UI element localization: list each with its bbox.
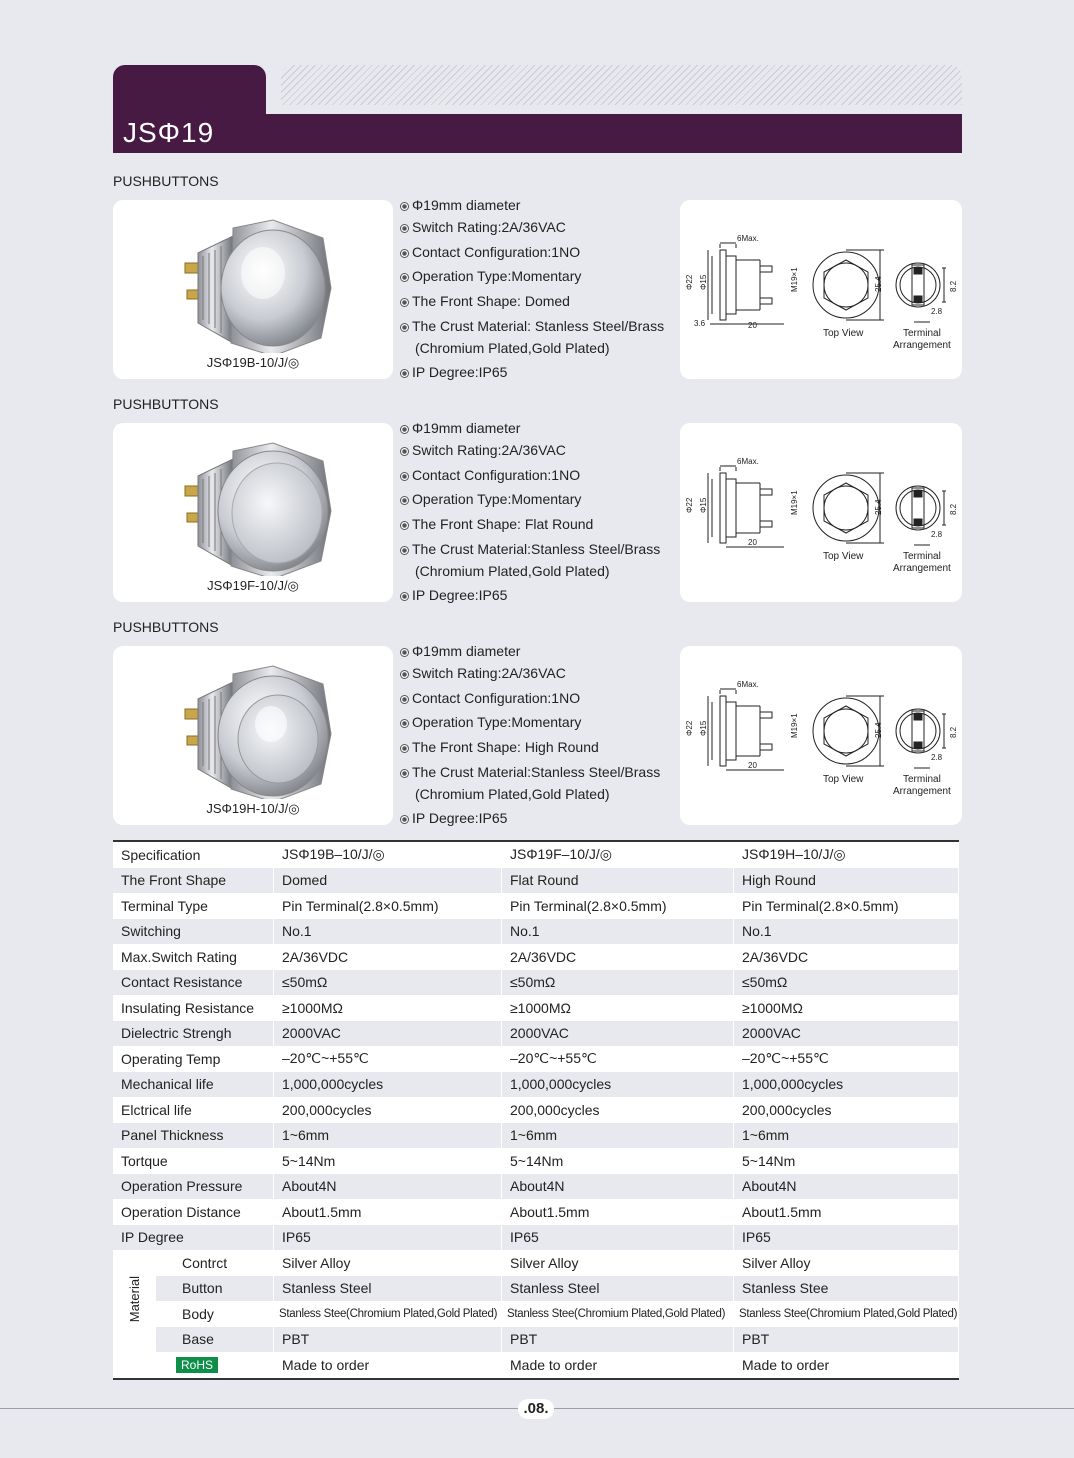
table-row — [113, 1352, 959, 1379]
table-row — [113, 1250, 959, 1276]
dimension-drawing-card — [680, 423, 962, 602]
feature-item: Operation Type:Momentary — [400, 268, 581, 284]
table-cell: About4N — [502, 1174, 734, 1200]
table-cell: ≤50mΩ — [502, 970, 734, 996]
material-label: Material — [126, 1276, 142, 1323]
table-row — [113, 919, 959, 945]
bullet-icon — [400, 249, 409, 258]
rohs-cell — [156, 1352, 274, 1379]
table-cell: Stanless Stee — [734, 1276, 959, 1302]
page-number: .08. — [518, 1399, 554, 1419]
feature-item: IP Degree:IP65 — [400, 364, 507, 380]
drawing-thread: M19×1 — [790, 267, 799, 292]
drawing-phi15: Φ15 — [699, 497, 708, 513]
table-cell: 2000VAC — [502, 1021, 734, 1047]
material-note: (Chromium Plated,Gold Plated) — [415, 340, 610, 356]
drawing-phi22: Φ22 — [685, 274, 694, 290]
table-cell: Mechanical life — [113, 1072, 274, 1098]
bullet-icon — [400, 369, 409, 378]
bullet-icon — [400, 224, 409, 233]
drawing-dim-254: 25.4 — [874, 276, 883, 292]
table-row — [113, 995, 959, 1021]
table-cell: Silver Alloy — [734, 1250, 959, 1276]
drawing-dim-20: 20 — [748, 538, 757, 547]
table-cell: 2000VAC — [734, 1021, 959, 1047]
top-view-label: Top View — [823, 328, 864, 339]
table-cell: Tortque — [113, 1148, 274, 1174]
table-cell: 2A/36VDC — [274, 944, 502, 970]
table-cell: 200,000cycles — [734, 1097, 959, 1123]
table-row — [113, 1327, 959, 1353]
bullet-icon — [400, 670, 409, 679]
material-group-cell — [113, 1250, 156, 1352]
drawing-phi22: Φ22 — [685, 720, 694, 736]
top-view-label: Top View — [823, 551, 864, 562]
feature-item: Contact Configuration:1NO — [400, 244, 580, 260]
table-cell: About4N — [734, 1174, 959, 1200]
feature-item: Φ19mm diameter — [400, 420, 520, 436]
terminal-label: Terminal — [903, 774, 941, 785]
table-row — [113, 970, 959, 996]
table-cell: Stanless Stee(Chromium Plated,Gold Plated) — [734, 1301, 959, 1327]
arrangement-label: Arrangement — [893, 786, 951, 797]
table-cell: 1~6mm — [734, 1123, 959, 1149]
bullet-icon — [400, 472, 409, 481]
material-note: (Chromium Plated,Gold Plated) — [415, 786, 610, 802]
feature-item: Φ19mm diameter — [400, 643, 520, 659]
table-cell: The Front Shape — [113, 868, 274, 894]
table-cell: Dielectric Strengh — [113, 1021, 274, 1047]
product-photo-card — [113, 646, 393, 825]
table-cell: High Round — [734, 868, 959, 894]
bullet-icon — [400, 447, 409, 456]
table-cell: 200,000cycles — [502, 1097, 734, 1123]
table-cell: 200,000cycles — [274, 1097, 502, 1123]
section-label: PUSHBUTTONS — [113, 619, 219, 635]
table-cell: 1~6mm — [502, 1123, 734, 1149]
table-cell: Contrct — [156, 1250, 274, 1276]
bullet-icon — [400, 719, 409, 728]
bullet-icon — [400, 648, 409, 657]
bullet-icon — [400, 592, 409, 601]
bullet-icon — [400, 273, 409, 282]
table-cell: JSΦ19B–10/J/◎ — [274, 841, 502, 868]
table-cell: No.1 — [502, 919, 734, 945]
table-cell: –20℃~+55℃ — [502, 1046, 734, 1072]
table-cell: Stanless Steel — [502, 1276, 734, 1302]
table-cell: 2A/36VDC — [734, 944, 959, 970]
drawing-phi15: Φ15 — [699, 720, 708, 736]
table-cell: Operation Pressure — [113, 1174, 274, 1200]
feature-item: IP Degree:IP65 — [400, 587, 507, 603]
drawing-thread: M19×1 — [790, 490, 799, 515]
table-cell: PBT — [734, 1327, 959, 1353]
bullet-icon — [400, 323, 409, 332]
feature-item: The Front Shape: Flat Round — [400, 516, 593, 532]
terminal-label: Terminal — [903, 328, 941, 339]
bullet-icon — [400, 695, 409, 704]
drawing-dim-82: 8.2 — [949, 726, 958, 738]
table-row — [113, 868, 959, 894]
section-label: PUSHBUTTONS — [113, 396, 219, 412]
drawing-phi15: Φ15 — [699, 274, 708, 290]
product-photo-card — [113, 423, 393, 602]
table-cell: Terminal Type — [113, 893, 274, 919]
table-cell: Base — [156, 1327, 274, 1353]
table-cell: 1~6mm — [274, 1123, 502, 1149]
table-cell: Silver Alloy — [274, 1250, 502, 1276]
drawing-dim-28: 2.8 — [931, 753, 943, 762]
drawing-dim-82: 8.2 — [949, 503, 958, 515]
table-cell: Made to order — [734, 1352, 959, 1379]
drawing-dim-28: 2.8 — [931, 530, 943, 539]
table-cell: 5~14Nm — [274, 1148, 502, 1174]
dimension-drawing-card — [680, 646, 962, 825]
table-header-row — [113, 841, 959, 868]
dimension-drawing-icon — [680, 423, 962, 602]
dimension-drawing-icon — [680, 200, 962, 379]
drawing-thread: M19×1 — [790, 713, 799, 738]
table-row — [113, 1072, 959, 1098]
table-cell: JSΦ19H–10/J/◎ — [734, 841, 959, 868]
drawing-max-label: 6Max. — [737, 457, 759, 466]
feature-item: Φ19mm diameter — [400, 197, 520, 213]
table-cell: No.1 — [734, 919, 959, 945]
table-cell: ≤50mΩ — [274, 970, 502, 996]
bullet-icon — [400, 521, 409, 530]
table-cell: –20℃~+55℃ — [734, 1046, 959, 1072]
top-view-label: Top View — [823, 774, 864, 785]
table-cell: Body — [156, 1301, 274, 1327]
bullet-icon — [400, 815, 409, 824]
drawing-dim-254: 25.4 — [874, 499, 883, 515]
feature-item: The Front Shape: High Round — [400, 739, 599, 755]
table-row — [113, 1097, 959, 1123]
table-cell: Stanless Stee(Chromium Plated,Gold Plated) — [502, 1301, 734, 1327]
model-caption: JSΦ19H-10/J/◎ — [206, 801, 300, 816]
terminal-label: Terminal — [903, 551, 941, 562]
table-cell: 1,000,000cycles — [502, 1072, 734, 1098]
pushbutton-photo-icon — [173, 208, 333, 353]
table-cell: About1.5mm — [502, 1199, 734, 1225]
feature-item: Switch Rating:2A/36VAC — [400, 219, 566, 235]
drawing-dim-254: 25.4 — [874, 722, 883, 738]
drawing-dim-28: 2.8 — [931, 307, 943, 316]
arrangement-label: Arrangement — [893, 340, 951, 351]
table-row — [113, 1301, 959, 1327]
bullet-icon — [400, 298, 409, 307]
model-caption: JSΦ19F-10/J/◎ — [207, 578, 299, 593]
table-row — [113, 1046, 959, 1072]
drawing-dim-20: 20 — [748, 321, 757, 330]
feature-item: Operation Type:Momentary — [400, 714, 581, 730]
table-cell: IP65 — [502, 1225, 734, 1251]
table-cell: ≥1000MΩ — [502, 995, 734, 1021]
bullet-icon — [400, 496, 409, 505]
drawing-phi22: Φ22 — [685, 497, 694, 513]
table-cell: Insulating Resistance — [113, 995, 274, 1021]
table-cell: Operation Distance — [113, 1199, 274, 1225]
table-cell: Max.Switch Rating — [113, 944, 274, 970]
table-cell: Pin Terminal(2.8×0.5mm) — [502, 893, 734, 919]
table-cell: ≤50mΩ — [734, 970, 959, 996]
table-row — [113, 1199, 959, 1225]
drawing-dim-20: 20 — [748, 761, 757, 770]
table-row — [113, 944, 959, 970]
feature-item: Contact Configuration:1NO — [400, 467, 580, 483]
table-cell: Operating Temp — [113, 1046, 274, 1072]
table-cell: About1.5mm — [734, 1199, 959, 1225]
spec-table — [113, 840, 959, 1380]
page-title: JSΦ19 — [123, 117, 215, 148]
drawing-dim-36: 3.6 — [694, 319, 706, 328]
table-row — [113, 1276, 959, 1302]
table-cell: 5~14Nm — [502, 1148, 734, 1174]
table-row — [113, 1225, 959, 1251]
bullet-icon — [400, 744, 409, 753]
table-cell: 1,000,000cycles — [274, 1072, 502, 1098]
table-cell: Elctrical life — [113, 1097, 274, 1123]
table-cell: 1,000,000cycles — [734, 1072, 959, 1098]
feature-item: The Crust Material:Stanless Steel/Brass — [400, 764, 660, 780]
arrangement-label: Arrangement — [893, 563, 951, 574]
feature-item: The Front Shape: Domed — [400, 293, 570, 309]
material-note: (Chromium Plated,Gold Plated) — [415, 563, 610, 579]
feature-item: Contact Configuration:1NO — [400, 690, 580, 706]
product-photo-card — [113, 200, 393, 379]
header-stripes — [281, 65, 962, 105]
table-cell: No.1 — [274, 919, 502, 945]
pushbutton-photo-icon — [173, 431, 333, 576]
table-cell: –20℃~+55℃ — [274, 1046, 502, 1072]
drawing-max-label: 6Max. — [737, 680, 759, 689]
section-label: PUSHBUTTONS — [113, 173, 219, 189]
feature-item: Switch Rating:2A/36VAC — [400, 665, 566, 681]
table-cell: IP Degree — [113, 1225, 274, 1251]
bullet-icon — [400, 202, 409, 211]
table-cell: 5~14Nm — [734, 1148, 959, 1174]
table-cell: Stanless Stee(Chromium Plated,Gold Plated) — [274, 1301, 502, 1327]
bullet-icon — [400, 425, 409, 434]
table-cell: Silver Alloy — [502, 1250, 734, 1276]
table-cell: Domed — [274, 868, 502, 894]
table-cell: JSΦ19F–10/J/◎ — [502, 841, 734, 868]
feature-item: The Crust Material:Stanless Steel/Brass — [400, 541, 660, 557]
table-cell: IP65 — [734, 1225, 959, 1251]
feature-item: Switch Rating:2A/36VAC — [400, 442, 566, 458]
header-bar — [113, 114, 962, 153]
table-cell: IP65 — [274, 1225, 502, 1251]
feature-item: IP Degree:IP65 — [400, 810, 507, 826]
table-cell: About4N — [274, 1174, 502, 1200]
table-row — [113, 1174, 959, 1200]
table-row — [113, 1021, 959, 1047]
rohs-badge: RoHS — [176, 1357, 218, 1373]
table-cell: About1.5mm — [274, 1199, 502, 1225]
table-cell: Pin Terminal(2.8×0.5mm) — [734, 893, 959, 919]
bullet-icon — [400, 546, 409, 555]
dimension-drawing-icon — [680, 646, 962, 825]
table-cell: Flat Round — [502, 868, 734, 894]
feature-item: Operation Type:Momentary — [400, 491, 581, 507]
table-cell: 2000VAC — [274, 1021, 502, 1047]
table-cell: Pin Terminal(2.8×0.5mm) — [274, 893, 502, 919]
table-row — [113, 893, 959, 919]
table-cell: Button — [156, 1276, 274, 1302]
table-row — [113, 1123, 959, 1149]
feature-item: The Crust Material: Stanless Steel/Brass — [400, 318, 664, 334]
table-cell: Made to order — [274, 1352, 502, 1379]
table-cell: Stanless Steel — [274, 1276, 502, 1302]
pushbutton-photo-icon — [173, 654, 333, 799]
drawing-max-label: 6Max. — [737, 234, 759, 243]
table-cell: Panel Thickness — [113, 1123, 274, 1149]
drawing-dim-82: 8.2 — [949, 280, 958, 292]
table-cell: ≥1000MΩ — [734, 995, 959, 1021]
table-cell: PBT — [502, 1327, 734, 1353]
table-cell: Specification — [113, 841, 274, 868]
table-cell: PBT — [274, 1327, 502, 1353]
table-cell: 2A/36VDC — [502, 944, 734, 970]
table-row — [113, 1148, 959, 1174]
table-cell: Made to order — [502, 1352, 734, 1379]
table-cell: Contact Resistance — [113, 970, 274, 996]
table-cell: Switching — [113, 919, 274, 945]
model-caption: JSΦ19B-10/J/◎ — [206, 355, 300, 370]
bullet-icon — [400, 769, 409, 778]
table-cell: ≥1000MΩ — [274, 995, 502, 1021]
dimension-drawing-card — [680, 200, 962, 379]
